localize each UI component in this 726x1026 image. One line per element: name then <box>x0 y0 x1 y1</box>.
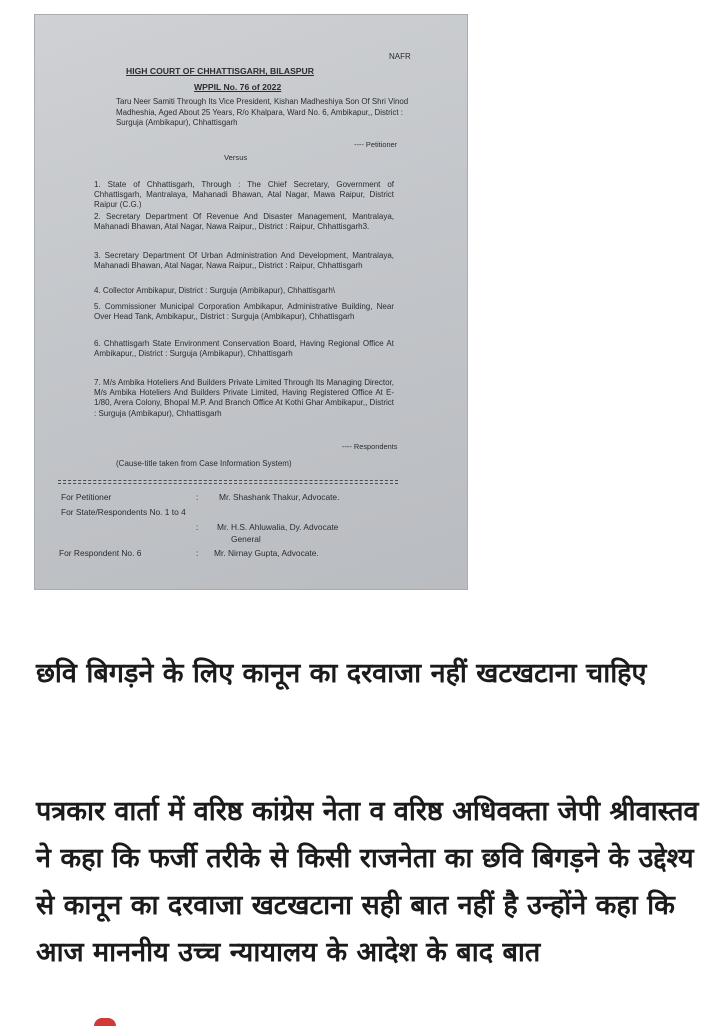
respondents-tag: ---- Respondents <box>342 442 398 451</box>
appearance-resp6-counsel: Mr. Nirnay Gupta, Advocate. <box>214 548 319 558</box>
court-name: HIGH COURT OF CHHATTISGARH, BILASPUR <box>126 66 314 76</box>
court-document-photo <box>34 14 468 590</box>
respondent-item: 1. State of Chhattisgarh, Through : The Chief Secretary, Government of Chhattisgarh, Mantralaya, Mahanadi Bhawan, Atal Nagar, Mawa Raipur, District Raipur (C.G.) <box>94 180 394 210</box>
appearance-state-label: For State/Respondents No. 1 to 4 <box>61 507 186 517</box>
respondent-item: 7. M/s Ambika Hoteliers And Builders Private Limited Through Its Managing Director, M/s Ambika Hoteliers And Builders Private Limited, Having Registered Office At E-1/80, Arera Colony, Bhopal M.P. And Branch Office At Kothi Ghar Ambikapur,, District : Surguja (Ambikapur), Chhattisgarh <box>94 378 394 418</box>
divider <box>58 480 398 481</box>
cause-title-note: (Cause-title taken from Case Information System) <box>116 459 292 468</box>
article-headline: छवि बिगड़ने के लिए कानून का दरवाजा नहीं खटखटाना चाहिए <box>36 658 647 689</box>
appearance-state-counsel: Mr. H.S. Ahluwalia, Dy. Advocate <box>217 522 339 532</box>
appearance-colon: : <box>196 522 199 532</box>
versus-label: Versus <box>224 153 248 162</box>
case-number: WPPIL No. 76 of 2022 <box>194 82 282 92</box>
petitioner-details: Taru Neer Samiti Through Its Vice President, Kishan Madheshiya Son Of Shri Vinod Madheshia, Aged About 25 Years, R/o Khalpara, Ward No. 6, Ambikapur,, District : Surguja (Ambikapur), Chhattisgarh <box>116 97 409 127</box>
respondent-item: 4. Collector Ambikapur, District : Surguja (Ambikapur), Chhattisgarh\ <box>94 286 335 295</box>
appearance-petitioner-label: For Petitioner <box>61 492 112 502</box>
respondent-item: 2. Secretary Department Of Revenue And Disaster Management, Mantralaya, Mahanadi Bhawan, Atal Nagar, Nawa Raipur,, District : Raipur, Chhattisgarh3. <box>94 212 394 232</box>
divider <box>58 483 398 484</box>
appearance-colon: : <box>196 492 199 502</box>
appearance-petitioner-counsel: Mr. Shashank Thakur, Advocate. <box>219 492 340 502</box>
article-body: पत्रकार वार्ता में वरिष्ठ कांग्रेस नेता व वरिष्ठ अधिवक्ता जेपी श्रीवास्तव ने कहा कि फर्जी तरीके से किसी राजनेता का छवि बिगड़ने के उद्देश्य से कानून का दरवाजा खटखटाना सही बात नहीं है उन्होंने कहा कि आज माननीय उच्च न्यायालय के आदेश के बाद बात <box>36 796 699 968</box>
appearance-state-counsel-cont: General <box>231 534 261 544</box>
respondent-item: 3. Secretary Department Of Urban Administration And Development, Mantralaya, Mahanadi Bhawan, Atal Nagar, Nawa Raipur,, District : Raipur, Chhattisgarh <box>94 251 394 271</box>
respondent-item: 5. Commissioner Municipal Corporation Ambikapur, Administrative Building, Near Over Head Tank, Ambikapur,, District : Surguja (Ambikapur), Chhattisgarh <box>94 302 394 322</box>
appearance-colon: : <box>196 548 199 558</box>
respondent-item: 6. Chhattisgarh State Environment Conservation Board, Having Regional Office At Ambikapur,, District : Surguja (Ambikapur), Chhattisgarh <box>94 339 394 359</box>
appearance-resp6-label: For Respondent No. 6 <box>59 548 142 558</box>
nafr-label: NAFR <box>389 52 411 61</box>
petitioner-tag: ---- Petitioner <box>354 140 398 149</box>
partial-red-mark <box>94 1018 116 1026</box>
